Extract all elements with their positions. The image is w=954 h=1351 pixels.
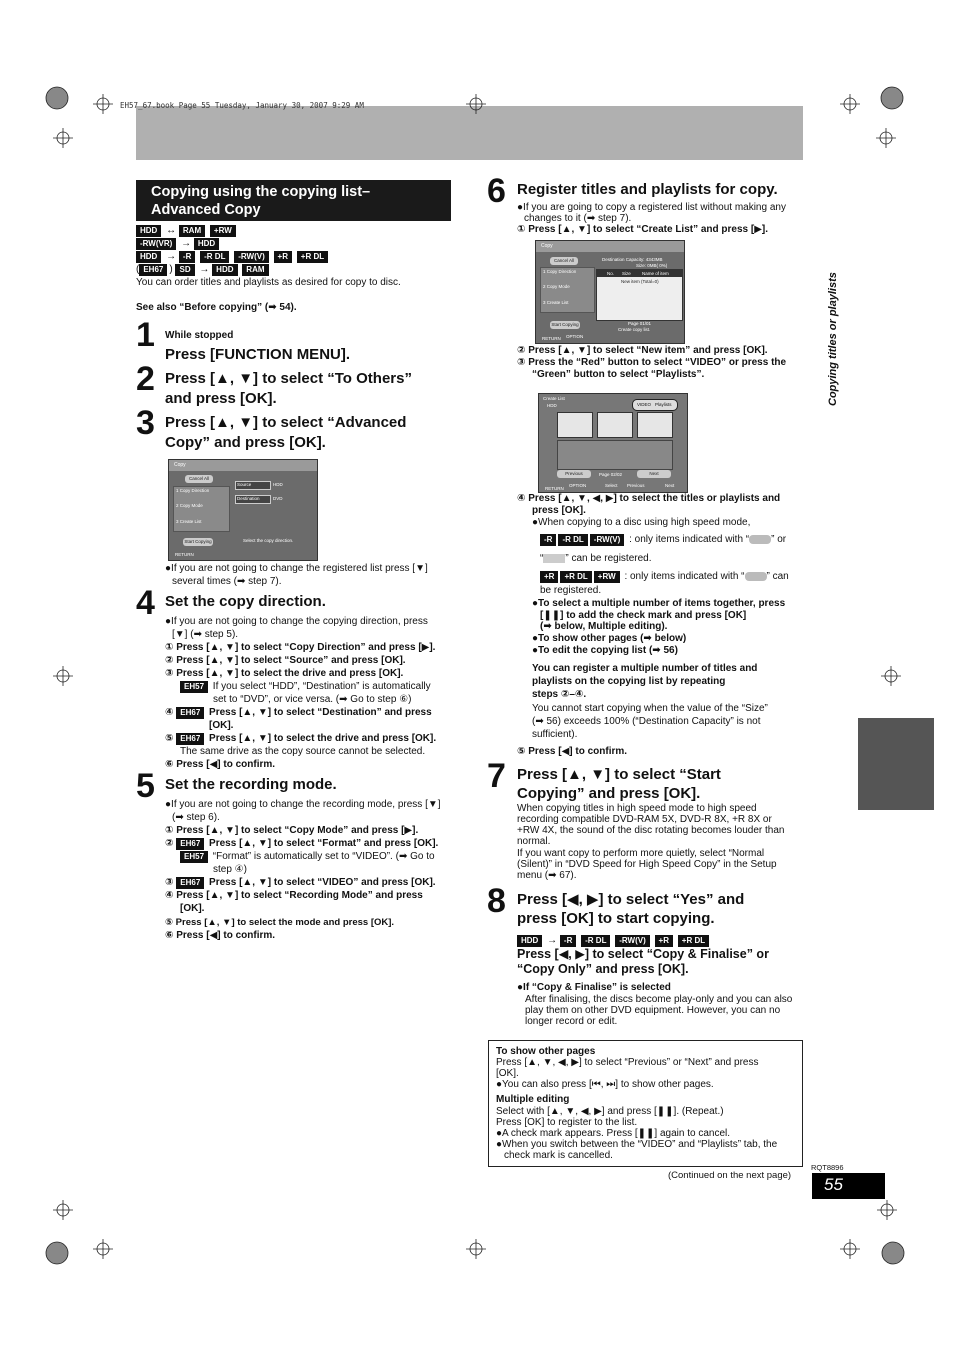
return-label: RETURN — [545, 486, 564, 491]
return-label: RETURN — [175, 552, 194, 557]
section-title-line2: Advanced Copy — [151, 202, 261, 218]
step5-note1: ●If you are not going to change the recording mode, press [▼] — [165, 799, 441, 810]
help-text: Select the copy direction. — [243, 538, 294, 543]
item-num: ③ — [165, 877, 174, 888]
option-label: OPTION — [569, 483, 587, 488]
media-badge: HDD — [517, 935, 542, 947]
step8-sub1: Press [◀, ▶] to select “Copy & Finalise” or — [517, 947, 769, 961]
paren: ) — [169, 264, 173, 275]
message: Create copy list. — [618, 327, 651, 332]
step-number-7: 7 — [487, 757, 506, 795]
capacity-label: Destination Capacity: 4343MB — [602, 257, 663, 262]
step6-note-highspeed: ●When copying to a disc using high speed mode, — [532, 517, 751, 528]
item-text: Press [▲, ▼] to select the drive and press [OK]. — [209, 733, 437, 744]
step-number-3: 3 — [136, 404, 155, 442]
menu-row: 3 Create List — [543, 300, 569, 305]
step1-title: Press [FUNCTION MENU]. — [165, 346, 351, 363]
copy-list-screen-illustration — [535, 240, 685, 344]
info-multi-5: check mark is cancelled. — [504, 1150, 613, 1161]
step6-note-r — [540, 534, 786, 547]
media-badge: HDD — [212, 264, 237, 276]
menu-row: 3 Create List — [176, 519, 202, 524]
step5-eh57-line1 — [180, 851, 435, 864]
step6-cannot3: sufficient). — [532, 729, 578, 740]
step5-item4a: ④ Press [▲, ▼] to select “Recording Mode” and press — [165, 890, 423, 901]
step8-finalise-head: ●If “Copy & Finalise” is selected — [517, 982, 671, 993]
step6-item3a: ③ Press the “Red” button to select “VIDEO” or press the — [517, 357, 787, 368]
media-line-1 — [136, 225, 238, 238]
step5-item6: ⑥ Press [◀] to confirm. — [165, 930, 276, 941]
step8-title1: Press [◀, ▶] to select “Yes” and — [517, 891, 745, 908]
step6-note1: ●If you are going to copy a registered list without making any — [517, 202, 786, 213]
media-badge: -R DL — [200, 251, 229, 263]
step3-title2: Copy” and press [OK]. — [165, 434, 326, 451]
media-badge: -R — [179, 251, 195, 263]
item-text: Press [▲, ▼] to select “VIDEO” and press [OK]. — [209, 877, 436, 888]
step-number-6: 6 — [487, 172, 506, 210]
side-tab — [858, 718, 934, 810]
step6-note-plus-r-2: be registered. — [540, 585, 602, 596]
step7-p3: +RW 4X, the sound of the disc rotating becomes louder than — [517, 825, 785, 836]
page-indicator: Page 01/01 — [628, 321, 652, 326]
tab-bar — [632, 399, 678, 411]
header-band — [136, 106, 803, 160]
step6-item3b: “Green” button to select “Playlists”. — [532, 369, 705, 380]
step5-title: Set the recording mode. — [165, 776, 337, 793]
step6-cannot2: (➡ 56) exceeds 100% (“Destination Capacity” is not — [532, 716, 761, 727]
step-number-1: 1 — [136, 316, 155, 354]
step7-p1: When copying titles in high speed mode to high speed — [517, 803, 757, 814]
crop-mark-tl — [46, 87, 113, 148]
info-heading-pages: To show other pages — [496, 1046, 596, 1057]
destination-value: DVD — [273, 496, 283, 501]
copy-screen-illustration — [168, 459, 318, 561]
item-num: ② — [165, 838, 174, 849]
see-also: See also “Before copying” (➡ 54). — [136, 302, 297, 313]
media-badge: +R DL — [560, 571, 591, 583]
step4-item4 — [165, 707, 432, 720]
item-text: Press [▲, ▼] to select “Format” and press [OK]. — [209, 838, 439, 849]
source-value: HDD — [273, 482, 283, 487]
info-multi-1: Select with [▲, ▼, ◀, ▶] and press [❚❚]. (Repeat.) — [496, 1106, 724, 1117]
step3-note2: several times (➡ step 7). — [172, 576, 282, 587]
media-badge: -RW(VR) — [136, 238, 176, 250]
step7-p5: If you want copy to perform more quietly, select “Normal — [517, 848, 765, 859]
screen-title: Create List — [543, 396, 565, 401]
menu-row: 2 Copy Mode — [543, 284, 570, 289]
destination-field — [235, 495, 271, 504]
item-text: Press [▲, ▼] to select “Destination” and press — [209, 707, 432, 718]
step6-repeat3: steps ②–④. — [532, 689, 587, 700]
step4-item3: ③ Press [▲, ▼] to select the drive and press [OK]. — [165, 668, 404, 679]
copy-menu-panel — [540, 267, 595, 313]
new-item-row: New item (Total=0) — [621, 279, 659, 284]
step1-pre: While stopped — [165, 330, 234, 341]
high-speed-icon — [749, 535, 771, 544]
col-no: No. — [607, 271, 615, 276]
model-badge: EH67 — [176, 733, 204, 745]
step4-title: Set the copy direction. — [165, 593, 326, 610]
thumbnail-2 — [597, 412, 633, 438]
page-indicator: Page 02/02 — [599, 472, 623, 477]
note-text: : only items indicated with “ — [629, 534, 750, 545]
tab-playlists: Playlists — [655, 402, 672, 407]
step6-note2: changes to it (➡ step 7). — [524, 213, 632, 224]
drive-label: HDD — [547, 403, 557, 408]
previous-button: Previous — [557, 470, 591, 478]
option-label: OPTION — [566, 334, 584, 339]
media-badge: +R — [540, 571, 558, 583]
media-badge: +R DL — [678, 935, 709, 947]
step7-p4: normal. — [517, 836, 551, 847]
step4-item5 — [165, 733, 436, 746]
start-copying-button: Start Copying — [184, 539, 212, 544]
media-badge: HDD — [194, 238, 219, 250]
model-badge: EH57 — [180, 681, 208, 693]
media-badge: +R DL — [297, 251, 328, 263]
next-label: Next — [665, 483, 675, 488]
page-number-box — [812, 1173, 885, 1199]
step6-other-pages: ●To show other pages (➡ below) — [532, 633, 687, 644]
step6-cannot1: You cannot start copying when the value of the “Size” — [532, 703, 768, 714]
step4-item5b: The same drive as the copy source cannot be selected. — [180, 746, 426, 757]
step8-sub2: “Copy Only” and press [OK]. — [517, 962, 689, 976]
copy-menu-panel — [173, 486, 230, 532]
intro-text: You can order titles and playlists as desired for copy to disc. — [136, 277, 401, 288]
page-number: 55 — [824, 1175, 843, 1194]
cancel-all-button: Cancel All — [185, 475, 213, 483]
step-number-8: 8 — [487, 882, 506, 920]
info-multi-2: Press [OK] to register to the list. — [496, 1117, 638, 1128]
step8-f1: After finalising, the discs become play-only and you can also — [525, 994, 793, 1005]
step6-multi3: (➡ below, Multiple editing). — [540, 621, 668, 632]
crop-mark-ml — [53, 666, 73, 686]
info-multi-4: ●When you switch between the “VIDEO” and “Playlists” tab, the — [496, 1139, 778, 1150]
media-badge: HDD — [136, 251, 161, 263]
info-pages-2: [OK]. — [496, 1068, 519, 1079]
note-text: “ — [540, 553, 544, 564]
step-number-4: 4 — [136, 584, 155, 622]
step4-item1: ① Press [▲, ▼] to select “Copy Direction” and press [▶]. — [165, 642, 436, 653]
media-line-4 — [136, 264, 271, 277]
step3-note1: ●If you are not going to change the registered list press [▼] — [165, 563, 428, 574]
media-badge: +RW — [210, 225, 236, 237]
select-label: Select — [605, 483, 618, 488]
media-badge: HDD — [136, 225, 161, 237]
size-label: Size: 0MB( 0%) — [636, 263, 668, 268]
file-info-line: EH57_67.book Page 55 Tuesday, January 30, 2007 9:29 AM — [120, 101, 364, 110]
step6-item4b: press [OK]. — [532, 505, 586, 516]
info-heading-multi: Multiple editing — [496, 1094, 570, 1105]
copy-list-table — [596, 269, 683, 321]
step-number-2: 2 — [136, 360, 155, 398]
model-badge: EH57 — [180, 851, 208, 863]
high-speed-plus-icon — [745, 572, 767, 581]
model-code: RQT8896 — [811, 1163, 844, 1172]
step5-eh57-line2: step ④) — [213, 864, 247, 875]
model-badge: EH67 — [176, 877, 204, 889]
arrow: → — [199, 264, 210, 275]
step6-item2: ② Press [▲, ▼] to select “New item” and press [OK]. — [517, 345, 768, 356]
section-title-line1: Copying using the copying list– — [151, 184, 371, 200]
next-button: Next — [637, 470, 671, 478]
step6-repeat2: playlists on the copying list by repeating — [532, 676, 726, 687]
note-text: : only items indicated with “ — [624, 571, 745, 582]
arrow: → — [547, 935, 558, 946]
step7-p7: menu (➡ 67). — [517, 870, 577, 881]
step-number-5: 5 — [136, 767, 155, 805]
previous-label: Previous — [627, 483, 645, 488]
media-badge: -R DL — [558, 534, 587, 546]
step4-note1: ●If you are not going to change the copying direction, press — [165, 616, 428, 627]
side-section-label: Copying titles or playlists — [827, 272, 839, 406]
step5-item2 — [165, 838, 438, 851]
arrow: → — [181, 238, 192, 249]
step7-p6: (Silent)” in “DVD Speed for High Speed Copy” in the Setup — [517, 859, 777, 870]
step5-item1: ① Press [▲, ▼] to select “Copy Mode” and press [▶]. — [165, 825, 419, 836]
model-badge: EH67 — [176, 838, 204, 850]
step6-repeat1: You can register a multiple number of titles and — [532, 663, 758, 674]
step2-title1: Press [▲, ▼] to select “To Others” — [165, 370, 412, 387]
media-badge: +RW — [594, 571, 620, 583]
step5-item4b: [OK]. — [180, 903, 205, 914]
media-badge: -R DL — [581, 935, 610, 947]
step6-title: Register titles and playlists for copy. — [517, 181, 778, 198]
step4-item4b: [OK]. — [209, 720, 234, 731]
create-list-screen-illustration — [538, 393, 688, 493]
return-label: RETURN — [542, 336, 561, 341]
arrow: ↔ — [166, 225, 177, 236]
item-num: ⑤ — [165, 733, 174, 744]
step4-eh57-line1 — [180, 681, 431, 694]
step6-item5: ⑤ Press [◀] to confirm. — [517, 746, 628, 757]
cancel-all-button: Cancel All — [550, 257, 578, 265]
source-field — [235, 481, 271, 490]
media-badge: -RW(V) — [590, 534, 625, 546]
step6-edit-list: ●To edit the copying list (➡ 56) — [532, 645, 678, 656]
section-heading — [136, 180, 451, 221]
destination-label: Destination — [237, 496, 260, 501]
arrow: → — [166, 251, 177, 262]
col-name: Name of item — [642, 271, 669, 276]
screen-title: Copy — [536, 241, 684, 252]
start-copying-button: Start Copying — [551, 322, 579, 327]
step6-note-plus-r — [540, 571, 789, 584]
media-badge: SD — [175, 264, 194, 276]
item-num: ④ — [165, 707, 174, 718]
screen-title: Copy — [169, 460, 317, 471]
media-badge: RAM — [179, 225, 205, 237]
info-multi-3: ●A check mark appears. Press [❚❚] again to cancel. — [496, 1128, 731, 1139]
info-pages-1: Press [▲, ▼, ◀, ▶] to select “Previous” or “Next” and press — [496, 1057, 759, 1068]
menu-row: 1 Copy Direction — [543, 269, 577, 274]
step5-note2: (➡ step 6). — [172, 812, 220, 823]
high-speed-icon-alt — [543, 554, 565, 563]
thumbnail-1 — [557, 412, 593, 438]
note-text: ” can — [766, 571, 789, 582]
media-badge: +R — [274, 251, 292, 263]
step8-media-line — [517, 935, 711, 948]
media-badge: -RW(V) — [615, 935, 650, 947]
step6-multi1: ●To select a multiple number of items together, press — [532, 598, 786, 609]
info-pages-3: ●You can also press [⏮, ⏭] to show other pages. — [496, 1079, 714, 1090]
step6-multi2: [❚❚] to add the check mark and press [OK] — [540, 610, 747, 621]
note-text: If you select “HDD”, “Destination” is automatically — [212, 681, 431, 692]
media-badge: -R — [540, 534, 556, 546]
step8-f2: play them on other DVD equipment. However, you can no — [525, 1005, 781, 1016]
crop-mark-br — [840, 1200, 904, 1264]
step5-item3 — [165, 877, 436, 890]
crop-mark-bc — [466, 1239, 486, 1259]
step5-item5: ⑤ Press [▲, ▼] to select the mode and press [OK]. — [165, 917, 395, 928]
menu-row: 2 Copy Mode — [176, 503, 203, 508]
step8-title2: press [OK] to start copying. — [517, 910, 715, 927]
thumbnail-3 — [637, 412, 673, 438]
note-text: ” or — [771, 534, 787, 545]
crop-mark-mr — [881, 666, 901, 686]
media-line-3 — [136, 251, 330, 264]
step7-title2: Copying” and press [OK]. — [517, 785, 701, 802]
media-badge: +R — [655, 935, 673, 947]
step7-title1: Press [▲, ▼] to select “Start — [517, 766, 721, 783]
step4-item6: ⑥ Press [◀] to confirm. — [165, 759, 276, 770]
paren: ( — [136, 264, 140, 275]
media-badge: -R — [560, 935, 576, 947]
step3-title1: Press [▲, ▼] to select “Advanced — [165, 414, 407, 431]
crop-mark-tr — [840, 87, 903, 148]
media-badge: RAM — [242, 264, 268, 276]
note-text: ” can be registered. — [565, 553, 652, 564]
media-badge: -RW(V) — [234, 251, 269, 263]
step4-eh57-line2: set to “DVD”, or vice versa. (➡ Go to step ⑥) — [213, 694, 412, 705]
crop-mark-bl — [46, 1200, 113, 1264]
model-badge: EH67 — [176, 707, 204, 719]
step2-title2: and press [OK]. — [165, 390, 277, 407]
source-label: Source — [237, 482, 252, 487]
note-text: “Format” is automatically set to “VIDEO”. (➡ Go to — [212, 851, 435, 862]
step7-p2: recording compatible DVD-RAM 5X, DVD-R 8X, +R 8X or — [517, 814, 772, 825]
step8-f3: longer record or edit. — [525, 1016, 618, 1027]
continued-note: (Continued on the next page) — [668, 1170, 792, 1181]
step6-item1: ① Press [▲, ▼] to select “Create List” and press [▶]. — [517, 224, 769, 235]
step4-item2: ② Press [▲, ▼] to select “Source” and press [OK]. — [165, 655, 406, 666]
thumbnail-row-2 — [557, 440, 673, 470]
menu-row: 1 Copy Direction — [176, 488, 210, 493]
step6-item4a: ④ Press [▲, ▼, ◀, ▶] to select the titles or playlists and — [517, 493, 781, 504]
media-badge: EH67 — [139, 264, 167, 276]
col-size: Size — [622, 271, 631, 276]
tab-video: VIDEO — [637, 402, 652, 407]
step4-note2: [▼] (➡ step 5). — [172, 629, 239, 640]
step6-note-r-2 — [540, 553, 652, 566]
media-line-2 — [136, 238, 221, 251]
